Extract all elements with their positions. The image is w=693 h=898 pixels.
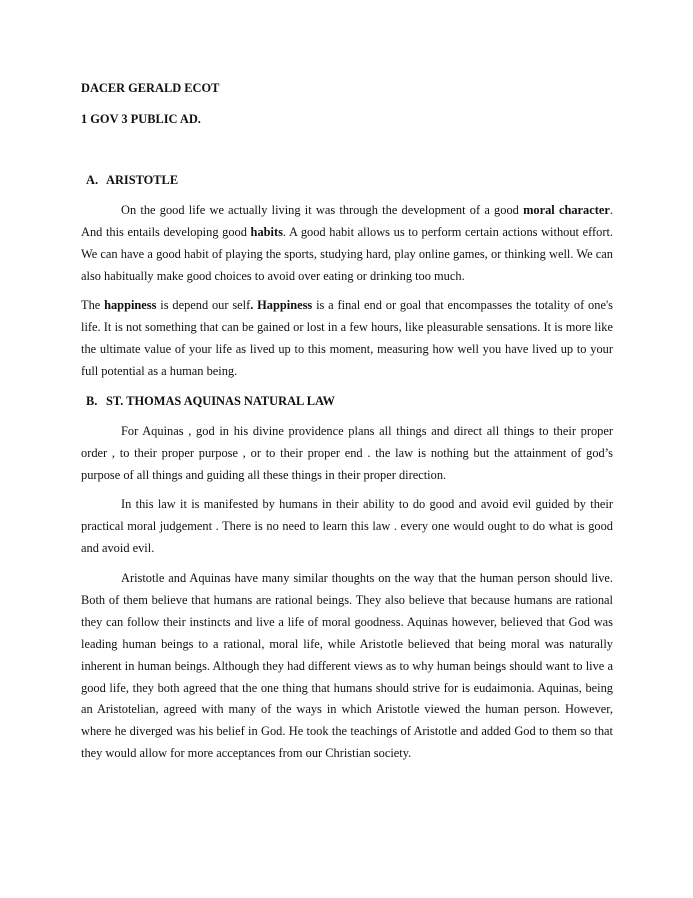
section-a-letter: A.	[86, 173, 99, 187]
section-b-heading	[86, 394, 335, 409]
paragraph-aquinas-providence: For Aquinas , god in his divine providence plans all things and direct all things to their proper order , to their proper purpose , or to their proper end . the law is nothing but the attainment of god’s purpose of all things and guiding all these things in their proper direction.	[81, 424, 613, 482]
author-name: DACER GERALD ECOT	[81, 81, 220, 95]
text-run: is depend our self	[156, 298, 251, 312]
course-line: 1 GOV 3 PUBLIC AD.	[81, 112, 201, 126]
paragraph-happiness	[81, 295, 613, 383]
text-run: . A good habit allows us to perform certain actions without effort. We can have a good habit of playing the sports, studying hard, play online games, or thinking well. We can also habitually make good choices to avoid over eating or drinking too much.	[81, 224, 613, 283]
bold-run: habits	[250, 224, 283, 239]
text-run: The	[81, 298, 105, 312]
text-run: . And this entails developing good	[81, 203, 613, 239]
bold-run: happiness	[104, 298, 157, 312]
bold-run: . Happiness	[250, 298, 313, 312]
section-b-letter: B.	[86, 394, 98, 408]
bold-run: moral character	[523, 203, 610, 217]
text-run: On the good life we actually living it was through the development of a good	[121, 203, 524, 217]
paragraph-comparison: Aristotle and Aquinas have many similar thoughts on the way that the human person should live. Both of them believe that humans are rational beings. They also believe that because humans are rational they can follow their instincts and live a life of moral goodness. Aquinas however, believed that God was leading human beings to a rational, moral life, while Aristotle believed that being moral was naturally inherent in human beings. Although they had different views as to why human beings should want to live a good life, they both agreed that the one thing that humans should strive for is eudaimonia. Aquinas, being an Aristotelian, agreed with many of the ways in which Aristotle viewed the human person. However, where he diverged was his belief in God. He took the teachings of Aristotle and added God to them so that they would allow for more acceptances from our Christian society.	[81, 571, 613, 761]
paragraph-good-life	[81, 200, 613, 288]
section-a-title: ARISTOTLE	[106, 173, 179, 187]
paragraph-natural-law: In this law it is manifested by humans in their ability to do good and avoid evil guided by their practical moral judgement . There is no need to learn this law . every one would ought to do what is good and avoid evil.	[81, 497, 613, 555]
section-a-heading	[86, 173, 178, 188]
text-run: is a final end or goal that encompasses the totality of one's life. It is not something that can be gained or lost in a few hours, like pleasurable sensations. It is more like the ultimate value of your life as lived up to this moment, measuring how well you have lived up to your full potential as a human being.	[81, 298, 613, 378]
section-b-title: ST. THOMAS AQUINAS NATURAL LAW	[106, 394, 335, 408]
